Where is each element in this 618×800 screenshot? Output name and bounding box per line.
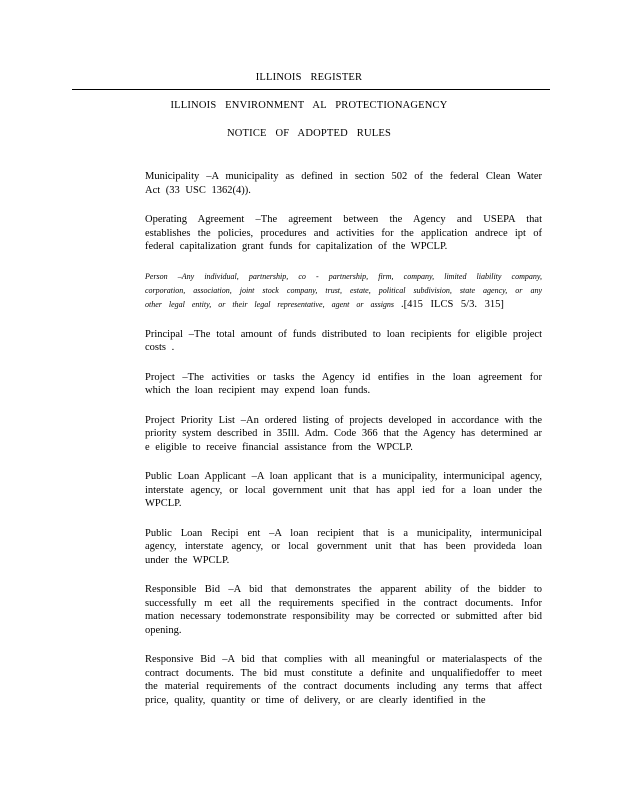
definition-responsive-bid: Responsive Bid –A bid that complies with all meaningful or materialaspects of the contract documents. The bid must constitute a definite and unqualifiedoffer to meet the material requirements of the contract documents including any terms that affect price, quality, quantity or time of delivery, or are clearly identified in the <box>145 654 542 706</box>
definition-municipality: Municipality –A municipality as defined in section 502 of the federal Clean Water Act (33 USC 1362(4)). <box>145 171 542 196</box>
definition-person-citation: .[415 ILCS 5/3. 315] <box>401 298 504 310</box>
agency-name: ILLINOIS ENVIRONMENT AL PROTECTIONAGENCY <box>170 100 448 111</box>
definition-public-loan-applicant: Public Loan Applicant –A loan applicant that is a municipality, intermunicipal agency, interstate agency, or local government unit that has appl ied for a loan under the WPCLP. <box>145 471 542 509</box>
definition-project-priority-list: Project Priority List –An ordered listing of projects developed in accordance with the priority system described in 35Ill. Adm. Code 366 that the Agency has determined ar e eligible to receive financial assistance from the WPCLP. <box>145 414 542 453</box>
register-title: ILLINOIS REGISTER <box>255 72 363 83</box>
definition-principal: Principal –The total amount of funds distributed to loan recipients for eligible project costs . <box>145 328 542 353</box>
definition-project: Project –The activities or tasks the Agency id entifies in the loan agreement for which the loan recipient may expend loan funds. <box>145 371 542 396</box>
definition-operating-agreement: Operating Agreement –The agreement between the Agency and USEPA that establishes the policies, procedures and activities for the application andrece ipt of federal capitalization grant funds for capitalization of the WPCLP. <box>145 214 542 252</box>
definition-person <box>145 270 542 312</box>
definition-person-text: Person –Any individual, partnership, co - partnership, firm, company, limited liability company, corporation, association, joint stock company, trust, estate, political subdivision, state agency, or any other legal entity, or their legal representative, agent or assigns <box>145 271 542 309</box>
notice-title: NOTICE OF ADOPTED RULES <box>226 128 392 139</box>
definition-responsible-bid: Responsible Bid –A bid that demonstrates the apparent ability of the bidder to successfully m eet all the requirements specified in the contract documents. Infor mation necessary todemonstrate responsibility may be corrected or submitted after bid opening. <box>145 584 542 636</box>
definitions-list <box>145 170 542 723</box>
definition-public-loan-recipient: Public Loan Recipi ent –A loan recipient that is a municipality, intermunicipal agency, interstate agency, or local government unit that has been provideda loan under the WPCLP. <box>145 527 542 566</box>
header-divider <box>72 89 550 90</box>
